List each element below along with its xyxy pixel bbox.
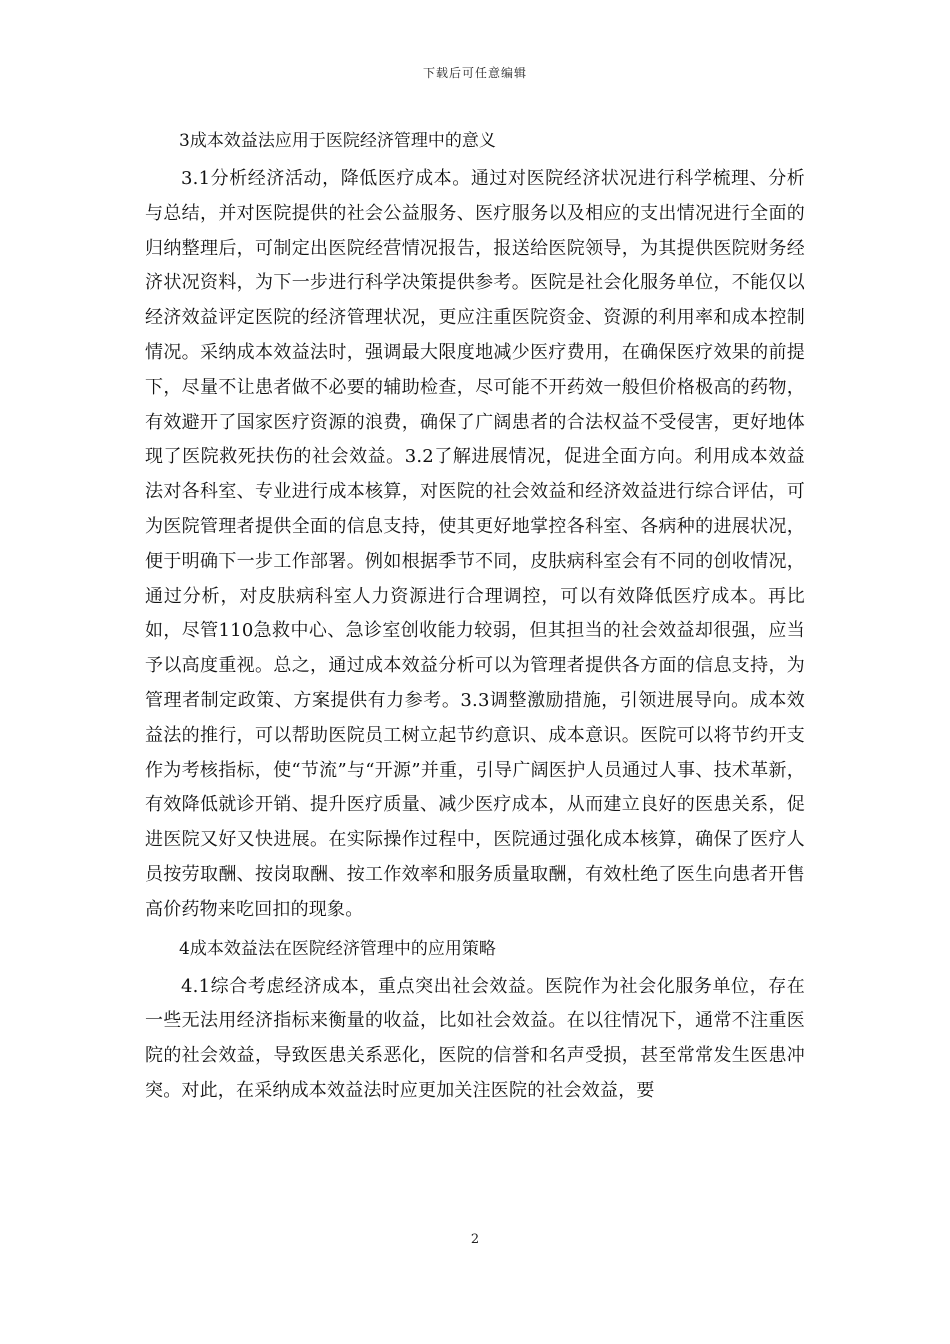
page-number: 2 [470, 1232, 480, 1247]
document-body [145, 124, 805, 1113]
section-3-heading: 3成本效益法应用于医院经济管理中的意义 [179, 131, 496, 151]
section-4-paragraph: 4.1综合考虑经济成本，重点突出社会效益。医院作为社会化服务单位，存在一些无法用经济指标来衡量的收益，比如社会效益。在以往情况下，通常不注重医院的社会效益，导致医患关系恶化，医院的信誉和名声受损，甚至常常发生医患冲突。对此，在采纳成本效益法时应更加关注医院的社会效益，要 [145, 975, 805, 1101]
section-3-paragraph: 3.1分析经济活动，降低医疗成本。通过对医院经济状况进行科学梳理、分析与总结，并对医院提供的社会公益服务、医疗服务以及相应的支出情况进行全面的归纳整理后，可制定出医院经营情况报告，报送给医院领导，为其提供医院财务经济状况资料，为下一步进行科学决策提供参考。医院是社会化服务单位，不能仅以经济效益评定医院的经济管理状况，更应注重医院资金、资源的利用率和成本控制情况。采纳成本效益法时，强调最大限度地减少医疗费用，在确保医疗效果的前提下，尽量不让患者做不必要的辅助检查，尽可能不开药效一般但价格极高的药物，有效避开了国家医疗资源的浪费，确保了广阔患者的合法权益不受侵害，更好地体现了医院救死扶伤的社会效益。3.2了解进展情况，促进全面方向。利用成本效益法对各科室、专业进行成本核算，对医院的社会效益和经济效益进行综合评估，可为医院管理者提供全面的信息支持，使其更好地掌控各科室、各病种的进展状况，便于明确下一步工作部署。例如根据季节不同，皮肤病科室会有不同的创收情况，通过分析，对皮肤病科室人力资源进行合理调控，可以有效降低医疗成本。再比如，尽管110急救中心、急诊室创收能力较弱，但其担当的社会效益却很强，应当予以高度重视。总之，通过成本效益分析可以为管理者提供各方面的信息支持，为管理者制定政策、方案提供有力参考。3.3调整激励措施，引领进展导向。成本效益法的推行，可以帮助医院员工树立起节约意识、成本意识。医院可以将节约开支作为考核指标，使“节流”与“开源”并重，引导广阔医护人员通过人事、技术革新，有效降低就诊开销、提升医疗质量、减少医疗成本，从而建立良好的医患关系，促进医院又好又快进展。在实际操作过程中，医院通过强化成本核算，确保了医疗人员按劳取酬、按岗取酬、按工作效率和服务质量取酬，有效杜绝了医生向患者开售高价药物来吃回扣的现象。 [145, 168, 805, 920]
section-4-heading: 4成本效益法在医院经济管理中的应用策略 [179, 938, 496, 959]
page-header: 下载后可任意编辑 [422, 66, 527, 80]
